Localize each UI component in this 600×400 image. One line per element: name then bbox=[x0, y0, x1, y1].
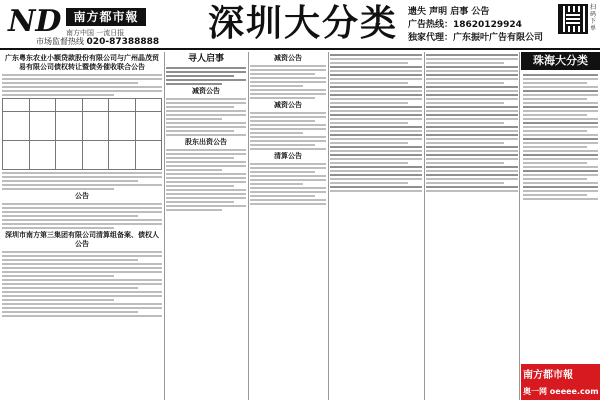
hotline-number: 020-87388888 bbox=[86, 37, 160, 47]
notice-heading: 减资公告 bbox=[274, 101, 302, 109]
newspaper-banner bbox=[521, 364, 600, 400]
notice-heading: 股东出资公告 bbox=[185, 138, 227, 146]
notice-heading: 广东粤东农业小额贷款股份有限公司与广州晶茂贸易有限公司债权转让暨债务催收联合公告 bbox=[5, 54, 159, 71]
column-5 bbox=[426, 52, 518, 400]
qr-code-icon bbox=[558, 4, 588, 34]
logo-name: 南方都市報 bbox=[66, 8, 146, 26]
ad-agent: 独家代理：广东振叶广告有限公司 bbox=[408, 33, 544, 43]
notice-heading: 公告 bbox=[75, 192, 89, 200]
column-4 bbox=[330, 52, 422, 400]
qr-caption: 扫码下单 bbox=[590, 4, 597, 32]
page-title: 深圳大分类 bbox=[208, 3, 399, 44]
notice-heading: 深圳市南方第三集团有限公司清算组备案、债权人公告 bbox=[5, 231, 159, 248]
logo-slogan: 南方中国 一流日报 bbox=[66, 29, 125, 37]
notice-heading: 减资公告 bbox=[192, 87, 220, 95]
ad-categories: 遗失 声明 启事 公告 bbox=[408, 7, 490, 17]
debt-table bbox=[2, 98, 162, 170]
notice-heading: 寻人启事 bbox=[187, 54, 224, 64]
notice-heading: 减资公告 bbox=[274, 54, 302, 62]
column-2 bbox=[166, 52, 246, 400]
page-header bbox=[0, 0, 600, 50]
banner-name: 南方都市報 bbox=[523, 370, 573, 381]
column-3 bbox=[250, 52, 326, 400]
ad-hotline: 广告热线：18620129924 bbox=[408, 20, 522, 30]
notice-heading: 清算公告 bbox=[274, 152, 302, 160]
banner-site: 奥一网 oeeee.com bbox=[523, 387, 599, 396]
column-1 bbox=[2, 52, 162, 400]
zhuhai-listings bbox=[521, 72, 600, 362]
ad-info bbox=[408, 6, 558, 45]
supervision-hotline bbox=[36, 36, 159, 47]
logo-mark: ND bbox=[8, 4, 62, 39]
zhuhai-section-title: 珠海大分类 bbox=[521, 52, 600, 70]
hotline-label: 市场监督热线 bbox=[36, 37, 84, 46]
